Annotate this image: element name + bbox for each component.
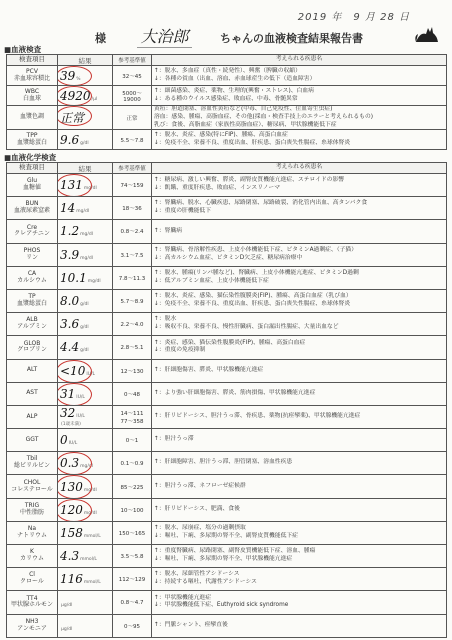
result-row — [7, 106, 447, 130]
disease-text: ↑：脱水、尿細管性アシドーシス — [154, 571, 240, 578]
disease-text: ↓：重度の肝機能低下 — [154, 208, 212, 215]
disease-text: ↓：免疫不全、栄養不良、重度出血、肝疾患、蛋白喪失性腸症、糸球体腎炎 — [154, 139, 351, 146]
cbc-table — [6, 54, 447, 150]
result-cell — [58, 568, 113, 591]
result-row — [7, 614, 447, 637]
ref-cell — [113, 568, 152, 591]
result-cell — [58, 220, 113, 243]
result-row — [7, 66, 447, 86]
disease-text: 乳び：食後、高脂血症（家族性高脂血症）、糖尿病、甲状腺機能低下症 — [154, 121, 337, 128]
item-label: 中性脂肪 — [19, 508, 44, 516]
result-value: 3.6 — [60, 317, 80, 332]
ref-cell — [113, 130, 152, 150]
disease-cell — [152, 591, 447, 614]
item-label: TPP — [26, 132, 38, 140]
result-row — [7, 382, 447, 405]
disease-cell — [152, 336, 447, 359]
item-cell — [7, 382, 58, 405]
col-disease: 考えられる疾患名 — [152, 163, 447, 174]
disease-cell — [152, 220, 447, 243]
col-item: 検査項目 — [7, 163, 58, 174]
item-cell — [7, 66, 58, 86]
disease-cell — [152, 266, 447, 289]
item-cell — [7, 498, 58, 521]
result-cell — [58, 359, 113, 382]
result-value: 8.0 — [60, 294, 80, 309]
ref-cell — [113, 475, 152, 498]
result-row — [7, 130, 447, 150]
item-cell — [7, 106, 58, 130]
disease-text: ↓：低アルブミン血症、上皮小体機能低下症 — [154, 277, 269, 284]
item-cell — [7, 266, 58, 289]
col-item: 検査項目 — [7, 55, 58, 66]
disease-text: ↑：脱水、炎症、感染(特にFIP)、腫瘍、高蛋白血症 — [154, 132, 288, 139]
item-label: 血漿総蛋白 — [16, 138, 47, 146]
disease-text: ↓：嘔吐、下痢、多尿期の腎不全、副腎皮質機能低下症 — [154, 532, 298, 539]
result-cell — [58, 266, 113, 289]
result-row — [7, 174, 447, 197]
item-label: グロブリン — [17, 346, 47, 354]
item-label: コレステロール — [11, 485, 53, 493]
result-value: 0 — [60, 433, 68, 448]
item-label: カルシウム — [17, 276, 47, 284]
item-cell — [7, 336, 58, 359]
ref-range: 0〜48 — [124, 391, 140, 398]
disease-text: ↑：腎臓病、骨溶解性疾患、上皮小体機能低下症、ビタミンA過剰症、（子猫） — [154, 246, 358, 253]
disease-cell — [152, 106, 447, 130]
ref-range: 0.1〜0.9 — [120, 461, 144, 468]
result-unit: mmol/L — [83, 533, 101, 539]
item-label: GGT — [25, 435, 39, 443]
item-label: ALP — [26, 412, 38, 420]
disease-text: ↑：脱水、炎症、感染、猫伝染性腹膜炎(FIP)、腫瘍、高蛋白血症（乳び血） — [154, 293, 352, 300]
disease-text: ↑：肝細胞障害、胆汁うっ滞、胆管閉塞、溶血性疾患 — [154, 459, 293, 466]
item-cell — [7, 220, 58, 243]
ref-cell — [113, 289, 152, 312]
ref-cell — [113, 591, 152, 614]
result-value: 131 — [60, 178, 83, 193]
chem-table — [6, 162, 447, 638]
result-cell — [58, 545, 113, 568]
disease-text: ↑：脱水、多血症（真性・続発性）、興奮（脾臓の収縮） — [154, 67, 301, 74]
item-label: ALT — [26, 366, 38, 374]
ref-range: 3.5〜5.8 — [120, 554, 144, 561]
result-row — [7, 498, 447, 521]
result-row — [7, 220, 447, 243]
item-label: AST — [26, 389, 38, 397]
ref-cell — [113, 336, 152, 359]
result-unit: mg/dl — [83, 186, 97, 192]
item-label: Cl — [29, 571, 35, 579]
result-value: 10.1 — [60, 270, 87, 285]
result-cell — [58, 130, 113, 150]
result-unit: mg/dl — [76, 209, 90, 215]
ref-range: 2.8〜5.1 — [120, 345, 144, 352]
result-cell — [58, 405, 113, 428]
disease-cell — [152, 243, 447, 266]
ref-cell — [113, 243, 152, 266]
ref-range: 5.5〜7.8 — [120, 137, 144, 144]
result-row — [7, 197, 447, 220]
disease-text: ↑：胆汁うっ滞、ネフローゼ症候群 — [154, 482, 246, 489]
result-value: 正常 — [60, 111, 85, 126]
disease-cell — [152, 359, 447, 382]
disease-cell — [152, 313, 447, 336]
item-cell — [7, 405, 58, 428]
disease-text: ↓：ある種のウイルス感染症、敗血症、中毒、骨髄異常 — [154, 95, 298, 102]
item-cell — [7, 429, 58, 452]
result-unit: IU/L — [76, 414, 85, 420]
disease-text: ↑：糖尿病、激しい興奮、膵炎、副腎皮質機能亢進症、ステロイドの影響 — [154, 177, 345, 184]
ref-cell — [113, 382, 152, 405]
item-cell — [7, 591, 58, 614]
item-label: ナトリウム — [17, 531, 47, 539]
ref-range: 112〜129 — [118, 577, 146, 584]
item-label: ALB — [26, 316, 38, 324]
ref-cell — [113, 521, 152, 544]
col-ref: 参考基準値 — [113, 55, 152, 66]
result-row — [7, 521, 447, 544]
ref-range: 0〜1 — [125, 438, 139, 445]
disease-cell — [152, 405, 447, 428]
result-cell — [58, 243, 113, 266]
disease-cell — [152, 197, 447, 220]
disease-cell — [152, 568, 447, 591]
item-label: TP — [28, 293, 36, 301]
item-label: カリウム — [20, 555, 44, 563]
ref-cell — [113, 106, 152, 130]
item-label: 総ビリルビン — [13, 462, 50, 470]
result-unit: mg/dl — [80, 464, 93, 470]
result-unit: mmol/L — [83, 580, 101, 586]
disease-text: ↑：甲状腺機能亢進症 — [154, 594, 212, 601]
result-unit: IU/L — [76, 394, 85, 400]
result-value: 120 — [60, 502, 83, 517]
item-label: TRIG — [24, 501, 40, 509]
item-label: リン — [25, 253, 38, 261]
section-title-cbc: ■血液検査 — [4, 45, 42, 54]
disease-text: ↑：肝リピドーシス、肥満、食後 — [154, 505, 240, 512]
result-row — [7, 289, 447, 312]
result-unit: mg/dl — [83, 510, 97, 516]
item-label: 甲状腺ホルモン — [10, 601, 53, 609]
disease-cell — [152, 429, 447, 452]
result-row — [7, 429, 447, 452]
result-value: 116 — [60, 572, 83, 587]
ref-cell — [113, 359, 152, 382]
item-label: 血液尿素窒素 — [13, 207, 50, 215]
ref-range: 77〜358 — [120, 418, 144, 425]
disease-text: ↑：重度腎臓病、尿路閉塞、副腎皮質機能低下症、溶血、腫瘍 — [154, 548, 316, 555]
result-cell — [58, 614, 113, 637]
result-cell — [58, 86, 113, 106]
ref-cell — [113, 405, 152, 428]
col-result: 結果 — [58, 55, 113, 66]
disease-text: 黄疸：胆道閉塞、溶血性黄疸など(中毒、自己免疫性、住血寄生虫症) — [154, 106, 333, 112]
result-unit: % — [76, 76, 81, 82]
result-row — [7, 591, 447, 614]
disease-text: ↓：各種の貧血（出血、溶血、赤血球産生の低下（造血障害） — [154, 75, 316, 82]
result-cell — [58, 336, 113, 359]
item-label: Tbil — [26, 455, 38, 463]
result-cell — [58, 313, 113, 336]
result-value: 158 — [60, 525, 83, 540]
ref-range: 12〜130 — [120, 368, 144, 375]
disease-text: ↓：飢餓、重度肝疾患、敗血症、インスリノーマ — [154, 185, 281, 192]
result-cell — [58, 475, 113, 498]
patient-name: 大治郎 — [137, 24, 192, 48]
result-row — [7, 243, 447, 266]
ref-range: 150〜165 — [118, 530, 146, 537]
ref-cell — [113, 86, 152, 106]
result-row — [7, 452, 447, 475]
ref-range: 10〜100 — [120, 507, 144, 514]
result-unit: IU/L — [86, 371, 95, 377]
ref-range: 85〜225 — [120, 484, 144, 491]
result-unit: mg/dl — [80, 232, 93, 238]
item-cell — [7, 86, 58, 106]
disease-text: ↓：重度の免疫抑制 — [154, 347, 206, 354]
disease-text: ↓：免疫不全、栄養不良、重度出血、肝疾患、蛋白喪失性腸症、糸球体腎炎 — [154, 301, 351, 308]
ref-range: 0〜95 — [124, 623, 140, 630]
item-cell — [7, 359, 58, 382]
result-row — [7, 336, 447, 359]
disease-text: ↑：腎臓病 — [154, 227, 183, 234]
col-disease: 考えられる疾患名 — [152, 55, 447, 66]
result-cell — [58, 66, 113, 86]
disease-text: ↑：脱水、腫瘍(リンパ腫など)、腎臓病、上皮小体機能亢進症、ビタミンD過剰 — [154, 270, 359, 277]
result-value: 0.3 — [60, 456, 80, 471]
item-cell — [7, 545, 58, 568]
item-cell — [7, 521, 58, 544]
disease-cell — [152, 545, 447, 568]
item-label: 血糖値 — [22, 184, 41, 192]
result-row — [7, 405, 447, 428]
item-label: NH3 — [25, 617, 39, 625]
disease-text: ↑：腎臓病、脱水、心臓疾患、尿路閉塞、尿路破裂、消化管内出血、高タンパク食 — [154, 200, 368, 207]
disease-cell — [152, 66, 447, 86]
item-label: CHOL — [23, 478, 41, 486]
disease-text: ↑：脱水 — [154, 316, 177, 323]
ref-range: 0.8〜4.7 — [120, 600, 144, 607]
result-row — [7, 313, 447, 336]
disease-text: ↑：炎症、感染、猫伝染性腹膜炎(FIP)、腫瘍、高蛋白血症 — [154, 339, 306, 346]
result-value: 4.4 — [60, 340, 80, 355]
item-label: GLOB — [23, 339, 41, 347]
ref-cell — [113, 266, 152, 289]
item-label: PCV — [26, 67, 38, 75]
result-unit: g/dl — [80, 348, 89, 354]
item-label: TT4 — [26, 594, 38, 602]
disease-text: ↓：嘔吐、下痢、多尿期の腎不全、甲状腺機能亢進症 — [154, 556, 293, 563]
item-label: 血漿総蛋白 — [16, 300, 47, 308]
result-cell — [58, 174, 113, 197]
disease-text: ↑：脱水、尿崩症、塩分の過剰摂取 — [154, 525, 246, 532]
item-cell — [7, 568, 58, 591]
result-cell — [58, 289, 113, 312]
col-result: 結果 — [58, 163, 113, 174]
ref-range: 2.2〜4.0 — [120, 322, 144, 329]
result-row — [7, 86, 447, 106]
disease-cell — [152, 521, 447, 544]
item-label: CA — [27, 269, 37, 277]
cat-silhouette-icon — [414, 22, 440, 44]
item-cell — [7, 289, 58, 312]
item-label: アンモニア — [17, 624, 47, 632]
disease-cell — [152, 382, 447, 405]
result-cell — [58, 452, 113, 475]
ref-cell — [113, 66, 152, 86]
item-label: クロール — [20, 578, 44, 586]
result-unit: mg/dl — [87, 278, 101, 284]
ref-cell — [113, 498, 152, 521]
result-row — [7, 568, 447, 591]
disease-cell — [152, 475, 447, 498]
disease-text: ↑：肝リピドーシス、胆汁うっ滞、骨疾患、薬物(抗痙攣薬)、甲状腺機能亢進症 — [154, 413, 361, 420]
disease-text: ↑：細菌感染、炎症、薬物、生理的(興奮・ストレス)、白血病 — [154, 87, 314, 94]
result-cell — [58, 498, 113, 521]
ref-range: 3.1〜7.5 — [120, 252, 144, 259]
chem-header-row — [7, 163, 447, 174]
item-cell — [7, 174, 58, 197]
ref-range: 32〜45 — [122, 73, 142, 80]
disease-cell — [152, 174, 447, 197]
result-unit: g/dl — [80, 140, 89, 146]
disease-cell — [152, 452, 447, 475]
result-value: 39 — [60, 68, 76, 83]
item-label: クレアチニン — [14, 230, 50, 238]
result-unit: μg/dl — [61, 603, 73, 609]
ref-range: 14〜111 — [120, 410, 144, 417]
disease-cell — [152, 614, 447, 637]
item-label: アルブミン — [17, 323, 47, 331]
ref-range: 74〜159 — [120, 183, 144, 190]
result-row — [7, 359, 447, 382]
item-label: K — [30, 548, 34, 556]
disease-text: ↓：持続する嘔吐、代謝性アシドーシス — [154, 579, 257, 586]
disease-text: 溶血：感染、腫瘍、高脂血症、その他(採血・検査手技上のエラーと考えられるもの) — [154, 113, 374, 120]
item-cell — [7, 243, 58, 266]
result-value: 32 — [60, 406, 76, 421]
result-cell — [58, 429, 113, 452]
item-label: 白血球 — [22, 94, 41, 102]
result-unit: μg/dl — [61, 626, 73, 632]
item-cell — [7, 130, 58, 150]
result-unit: mmol/L — [80, 557, 97, 563]
report-date: 2019 年 9 月 28 日 — [297, 12, 410, 23]
ref-range: 5000〜19000 — [122, 90, 142, 103]
disease-text: ↑：胆汁うっ滞 — [154, 436, 194, 443]
disease-text: ↓：高カルシウム血症、ビタミンD欠乏症、糖尿病治療中 — [154, 254, 303, 261]
item-label: BUN — [25, 200, 39, 208]
ref-range: 7.8〜11.3 — [118, 275, 146, 282]
honorific: 様 — [95, 32, 106, 45]
result-value: 31 — [60, 386, 76, 401]
item-label: 血漿色調 — [19, 113, 44, 121]
item-label: 赤血球容積比 — [13, 74, 50, 82]
result-value: 14 — [60, 201, 76, 216]
result-unit: g/dl — [80, 325, 89, 331]
item-label: PHOS — [23, 246, 41, 254]
result-value: 1.2 — [60, 224, 80, 239]
result-unit: mg/dl — [80, 255, 93, 261]
section-title-chem: ■血液化学検査 — [4, 153, 57, 162]
result-cell — [58, 591, 113, 614]
ref-range: 18〜36 — [122, 206, 142, 213]
ref-range: 5.7〜8.9 — [120, 299, 144, 306]
result-note: (1歳未満) — [61, 422, 81, 428]
item-label: Cre — [26, 223, 38, 231]
result-value: 9.6 — [60, 132, 80, 147]
result-unit: IU/L — [68, 441, 78, 447]
result-row — [7, 545, 447, 568]
disease-cell — [152, 130, 447, 150]
result-unit: g/dl — [80, 302, 89, 308]
result-row — [7, 266, 447, 289]
result-cell — [58, 382, 113, 405]
report-title: ちゃんの血液検査結果報告書 — [220, 32, 363, 45]
cbc-header-row — [7, 55, 447, 66]
ref-cell — [113, 452, 152, 475]
ref-cell — [113, 614, 152, 637]
result-value: 130 — [60, 479, 83, 494]
disease-text: ↓：吸収不良、栄養不良、慢性肝臓病、蛋白漏出性腸症、大量出血など — [154, 324, 339, 331]
item-label: Glu — [26, 177, 38, 185]
item-label: Na — [27, 525, 37, 533]
result-unit: /μl — [91, 96, 98, 102]
disease-text: ↓：甲状腺機能低下症、Euthyroid sick syndrome — [154, 602, 289, 609]
ref-range: 正常 — [126, 115, 138, 122]
item-label: WBC — [24, 87, 40, 95]
disease-text: ↑：肝細胞傷害、膵炎、甲状腺機能亢進症 — [154, 366, 264, 373]
item-cell — [7, 313, 58, 336]
item-cell — [7, 614, 58, 637]
item-cell — [7, 452, 58, 475]
disease-text: ↑：門脈シャント、痙攣直後 — [154, 621, 228, 628]
ref-cell — [113, 197, 152, 220]
ref-cell — [113, 220, 152, 243]
result-cell — [58, 106, 113, 130]
item-cell — [7, 475, 58, 498]
ref-cell — [113, 429, 152, 452]
ref-range: 0.8〜2.4 — [120, 229, 144, 236]
result-value: <10 — [60, 363, 86, 378]
ref-cell — [113, 545, 152, 568]
result-cell — [58, 197, 113, 220]
ref-cell — [113, 313, 152, 336]
disease-text: ↑：より強い肝細胞傷害、膵炎、筋肉損傷、甲状腺機能亢進症 — [154, 389, 316, 396]
item-cell — [7, 197, 58, 220]
result-value: 3.9 — [60, 247, 80, 262]
ref-cell — [113, 174, 152, 197]
disease-cell — [152, 498, 447, 521]
result-value: 4.3 — [60, 549, 80, 564]
result-unit: mg/dl — [83, 487, 97, 493]
result-value: 4920 — [60, 88, 91, 103]
result-cell — [58, 521, 113, 544]
disease-cell — [152, 289, 447, 312]
col-ref: 参考基準値 — [113, 163, 152, 174]
result-row — [7, 475, 447, 498]
disease-cell — [152, 86, 447, 106]
